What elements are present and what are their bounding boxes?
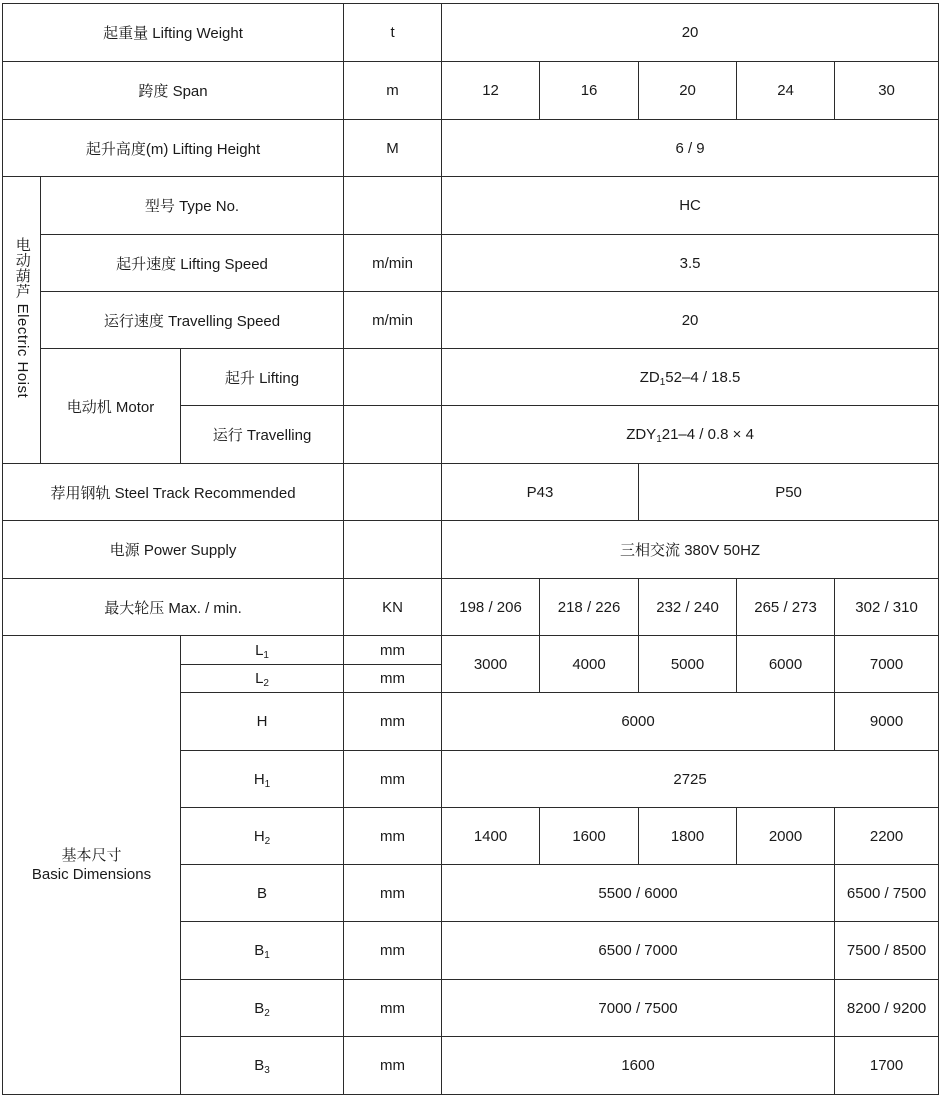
electric-hoist-group [3, 177, 41, 464]
label-travelling-speed: 运行速度 Travelling Speed [41, 292, 344, 349]
label-lifting-weight: 起重量 Lifting Weight [3, 4, 344, 62]
b2-value: 7000 / 7500 [442, 980, 835, 1037]
h-value: 9000 [835, 693, 939, 751]
unit-empty [344, 349, 442, 406]
dim-b2: $B_2$ [181, 980, 344, 1037]
unit-empty [344, 406, 442, 464]
row-motor-lifting [3, 349, 939, 406]
dim-b: B [181, 865, 344, 922]
unit-empty [344, 521, 442, 579]
b2-value: 8200 / 9200 [835, 980, 939, 1037]
unit-mm: mm [344, 1037, 442, 1095]
value-motor-travelling: $ZDY_121-4 / 0.8 \times 4$ [442, 406, 939, 464]
l-value: 7000 [835, 636, 939, 693]
label-steel-track: 荐用钢轨 Steel Track Recommended [3, 464, 344, 521]
label-power-supply: 电源 Power Supply [3, 521, 344, 579]
b-value: 6500 / 7500 [835, 865, 939, 922]
label-lifting-speed: 起升速度 Lifting Speed [41, 235, 344, 292]
h2-value: 1600 [540, 808, 639, 865]
b1-value: 7500 / 8500 [835, 922, 939, 980]
unit-t: t [344, 4, 442, 62]
wheel-pressure-value: 302 / 310 [835, 579, 939, 636]
motor-travelling-spec: 21–4 / 0.8 × 4 [661, 426, 754, 443]
unit-mmin: m/min [344, 292, 442, 349]
unit-mm: mm [344, 751, 442, 808]
label-span: 跨度 Span [3, 62, 344, 120]
span-value: 24 [737, 62, 835, 120]
b-value: 5500 / 6000 [442, 865, 835, 922]
h2-value: 1400 [442, 808, 540, 865]
unit-mm: mm [344, 922, 442, 980]
steel-track-p50: P50 [639, 464, 939, 521]
value-lifting-height: 6 / 9 [442, 120, 939, 177]
row-power-supply [3, 521, 939, 579]
l-value: 5000 [639, 636, 737, 693]
value-travelling-speed: 20 [442, 292, 939, 349]
label-motor: 电动机 Motor [41, 349, 181, 464]
unit-m: m [344, 62, 442, 120]
value-motor-lifting: $ZD_152-4 / 18.5$ [442, 349, 939, 406]
l-value: 3000 [442, 636, 540, 693]
value-lifting-speed: 3.5 [442, 235, 939, 292]
row-lifting-weight [3, 4, 939, 62]
motor-travelling-sub: 1 [656, 434, 662, 445]
row-span [3, 62, 939, 120]
l-value: 6000 [737, 636, 835, 693]
label-type-no: 型号 Type No. [41, 177, 344, 235]
row-steel-track [3, 464, 939, 521]
h-value: 6000 [442, 693, 835, 751]
row-lifting-height [3, 120, 939, 177]
span-value: 12 [442, 62, 540, 120]
dim-h1: $H_1$ [181, 751, 344, 808]
unit-mm: mm [344, 808, 442, 865]
unit-empty [344, 464, 442, 521]
dim-b3: $B_3$ [181, 1037, 344, 1095]
b3-value: 1600 [442, 1037, 835, 1095]
span-value: 30 [835, 62, 939, 120]
label-max-wheel-pressure: 最大轮压 Max. / min. [3, 579, 344, 636]
row-l1 [3, 636, 939, 665]
unit-M: M [344, 120, 442, 177]
h2-value: 2200 [835, 808, 939, 865]
wheel-pressure-value: 198 / 206 [442, 579, 540, 636]
unit-mm: mm [344, 665, 442, 693]
row-lifting-speed [3, 235, 939, 292]
span-value: 20 [639, 62, 737, 120]
value-lifting-weight: 20 [442, 4, 939, 62]
wheel-pressure-value: 232 / 240 [639, 579, 737, 636]
label-motor-travelling: 运行 Travelling [181, 406, 344, 464]
motor-lifting-sub: 1 [659, 376, 666, 388]
label-lifting-height: 起升高度(m) Lifting Height [3, 120, 344, 177]
unit-mm: mm [344, 636, 442, 665]
steel-track-p43: P43 [442, 464, 639, 521]
basic-dimensions-en: Basic Dimensions [31, 866, 152, 883]
wheel-pressure-value: 218 / 226 [540, 579, 639, 636]
value-type-no: HC [442, 177, 939, 235]
label-motor-lifting: 起升 Lifting [181, 349, 344, 406]
h2-value: 1800 [639, 808, 737, 865]
motor-lifting-spec: 52–4 / 18.5 [665, 368, 741, 386]
basic-dimensions-title [3, 636, 181, 1095]
row-max-wheel-pressure [3, 579, 939, 636]
dim-l1: $L_1$ [181, 636, 344, 665]
l-value: 4000 [540, 636, 639, 693]
dim-l2: $L_2$ [181, 665, 344, 693]
row-travelling-speed [3, 292, 939, 349]
h1-value: 2725 [442, 751, 939, 808]
unit-mm: mm [344, 865, 442, 922]
unit-mmin: m/min [344, 235, 442, 292]
electric-hoist-label: 电动葫芦 Electric Hoist [13, 237, 31, 399]
unit-kn: KN [344, 579, 442, 636]
dim-b1: $B_1$ [181, 922, 344, 980]
basic-dimensions-cn: 基本尺寸 [61, 847, 122, 864]
dim-h2: $H_2$ [181, 808, 344, 865]
crane-spec-table [2, 3, 939, 1095]
dim-h: H [181, 693, 344, 751]
unit-empty [344, 177, 442, 235]
unit-mm: mm [344, 693, 442, 751]
unit-mm: mm [344, 980, 442, 1037]
h2-value: 2000 [737, 808, 835, 865]
span-value: 16 [540, 62, 639, 120]
value-power-supply: 三相交流 380V 50HZ [442, 521, 939, 579]
row-type-no [3, 177, 939, 235]
b3-value: 1700 [835, 1037, 939, 1095]
wheel-pressure-value: 265 / 273 [737, 579, 835, 636]
b1-value: 6500 / 7000 [442, 922, 835, 980]
